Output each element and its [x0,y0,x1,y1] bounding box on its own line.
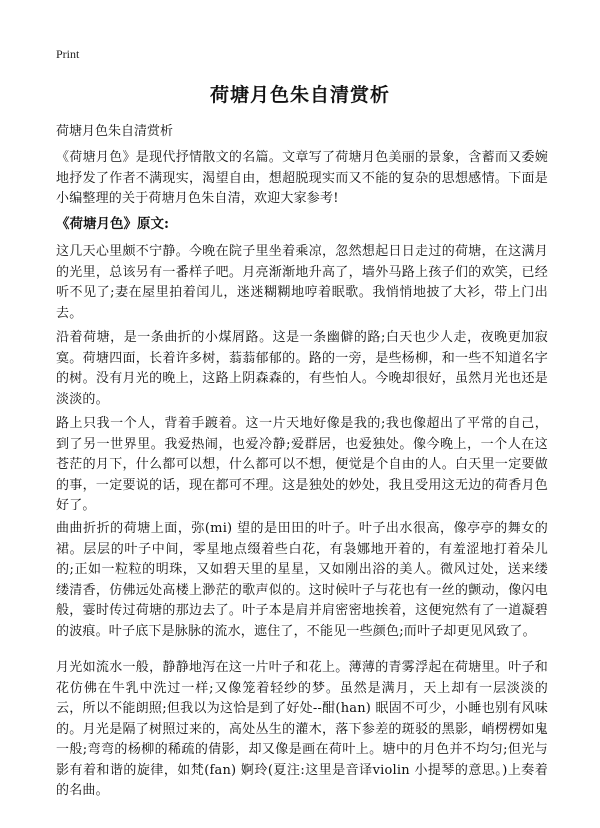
body-paragraph-2: 沿着荷塘，是一条曲折的小煤屑路。这是一条幽僻的路;白天也少人走，夜晚更加寂寞。荷塘四面，长着许多树，蓊蓊郁郁的。路的一旁，是些杨柳，和一些不知道名字的树。没有月光的晚上，这路上阴森森的，有些怕人。今晚却很好，虽然月光也还是淡淡的。 [56,330,548,407]
print-link[interactable]: Print [56,47,80,61]
page-subtitle: 荷塘月色朱自清赏析 [56,124,174,139]
intro-paragraph: 《荷塘月色》是现代抒情散文的名篇。文章写了荷塘月色美丽的景象，含蓄而又委婉地抒发了作者不满现实，渴望自由，想超脱现实而又不能的复杂的思想感情。下面是小编整理的关于荷塘月色朱自清，欢迎大家参考! [56,150,548,206]
section-heading: 《荷塘月色》原文: [56,216,169,232]
page-title: 荷塘月色朱自清赏析 [209,84,390,106]
body-paragraph-4: 曲曲折折的荷塘上面，弥(mi) 望的是田田的叶子。叶子出水很高，像亭亭的舞女的裙。层层的叶子中间，零星地点缀着些白花，有袅娜地开着的，有羞涩地打着朵儿的;正如一粒粒的明珠，又如碧天里的星星，又如刚出浴的美人。微风过处，送来缕缕清香，仿佛远处高楼上渺茫的歌声似的。这时候叶子与花也有一丝的颤动，像闪电般，霎时传过荷塘的那边去了。叶子本是肩并肩密密地挨着，这便宛然有了一道凝碧的波痕。叶子底下是脉脉的流水，遮住了，不能见一些颜色;而叶子却更见风致了。 [56,521,548,639]
body-paragraph-1: 这几天心里颇不宁静。今晚在院子里坐着乘凉，忽然想起日日走过的荷塘，在这满月的光里，总该另有一番样子吧。月亮渐渐地升高了，墙外马路上孩子们的欢笑，已经听不见了;妻在屋里拍着闰儿，迷迷糊糊地哼着眠歌。我悄悄地披了大衫，带上门出去。 [56,244,548,321]
body-paragraph-5: 月光如流水一般，静静地泻在这一片叶子和花上。薄薄的青雾浮起在荷塘里。叶子和花仿佛在牛乳中洗过一样;又像笼着轻纱的梦。虽然是满月，天上却有一层淡淡的云，所以不能朗照;但我以为这恰是到了好处--酣(han) 眠固不可少，小睡也别有风味的。月光是隔了树照过来的，高处丛生的灌木，落下参差的斑驳的黑影，峭楞楞如鬼一般;弯弯的杨柳的稀疏的倩影，却又像是画在荷叶上。塘中的月色并不均匀;但光与影有着和谐的旋律，如梵(fan) 婀玲(夏注:这里是音译violin 小提琴的意思。)上奏着的名曲。 [56,660,548,798]
body-paragraph-3: 路上只我一个人，背着手踱着。这一片天地好像是我的;我也像超出了平常的自己，到了另一世界里。我爱热闹，也爱冷静;爱群居，也爱独处。像今晚上，一个人在这苍茫的月下，什么都可以想，什么都可以不想，便觉是个自由的人。白天里一定要做的事，一定要说的话，现在都可不理。这是独处的妙处，我且受用这无边的荷香月色好了。 [56,416,548,513]
